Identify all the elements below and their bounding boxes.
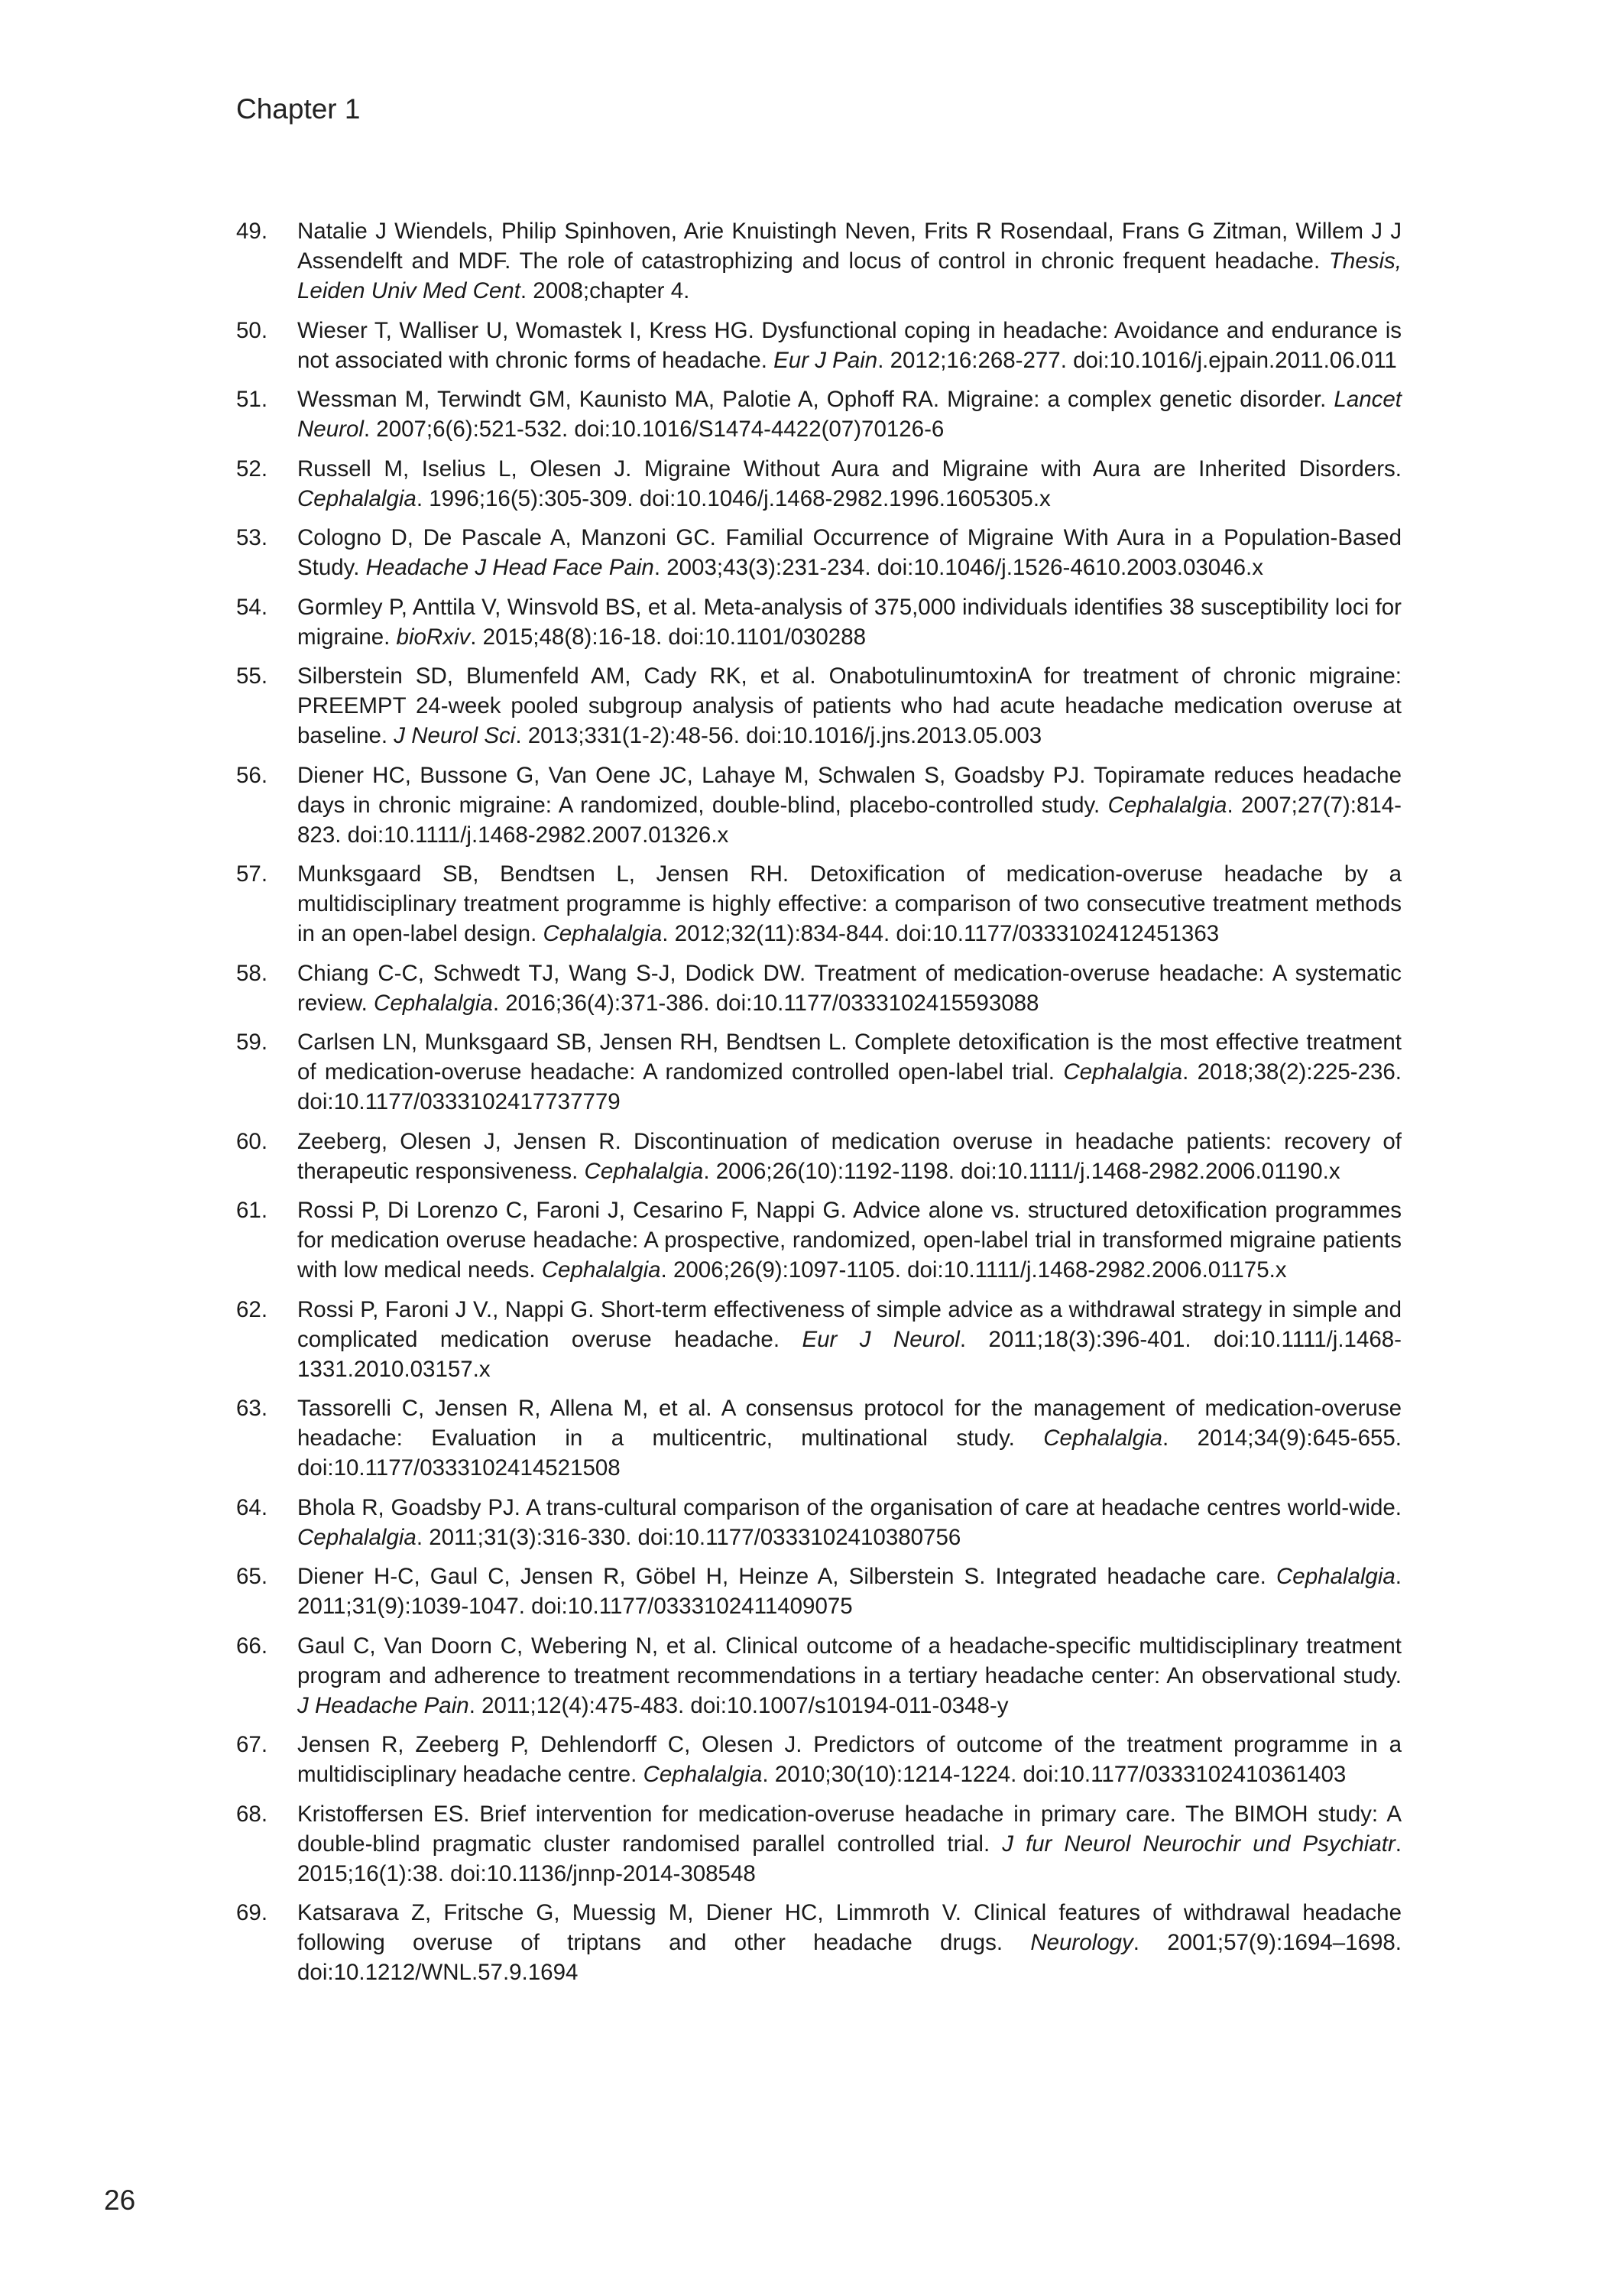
- reference-authors-title: Zeeberg, Olesen J, Jensen R. Discontinuation of medication overuse in headache patients: recovery of therapeutic responsiveness.: [297, 1128, 1402, 1184]
- reference-journal: Thesis, Leiden Univ Med Cent: [297, 248, 1402, 303]
- reference-citation-details: . 2011;18(3):396-401. doi:10.1111/j.1468-1331.2010.03157.x: [297, 1326, 1402, 1382]
- reference-journal: Cephalalgia: [643, 1762, 763, 1787]
- reference-authors-title: Carlsen LN, Munksgaard SB, Jensen RH, Bendtsen L. Complete detoxification is the most effective treatment of medication-overuse headache: A randomized controlled open-label trial.: [297, 1030, 1402, 1085]
- reference-item: [236, 1898, 1402, 1987]
- reference-number: 57.: [236, 861, 268, 887]
- reference-citation-details: . 2007;6(6):521-532. doi:10.1016/S1474-4422(07)70126-6: [363, 417, 945, 442]
- reference-journal: Cephalalgia: [1107, 792, 1227, 818]
- reference-citation-details: . 2011;31(3):316-330. doi:10.1177/0333102410380756: [416, 1524, 961, 1550]
- reference-item: [236, 859, 1402, 949]
- reference-number: 68.: [236, 1801, 268, 1827]
- reference-item: [236, 316, 1402, 375]
- reference-number: 49.: [236, 219, 268, 244]
- reference-journal: Eur J Pain: [773, 347, 878, 373]
- reference-text: [297, 216, 1402, 306]
- reference-text: [297, 454, 1402, 514]
- reference-item: [236, 592, 1402, 652]
- reference-citation-details: . 2006;26(9):1097-1105. doi:10.1111/j.1468-2982.2006.01175.x: [660, 1257, 1287, 1283]
- reference-text: [297, 316, 1402, 375]
- reference-citation-details: . 2011;12(4):475-483. doi:10.1007/s10194-011-0348-y: [468, 1692, 1009, 1718]
- reference-authors-title: Jensen R, Zeeberg P, Dehlendorff C, Olesen J. Predictors of outcome of the treatment programme in a multidisciplinary headache centre.: [297, 1732, 1402, 1787]
- reference-journal: Neurology: [1030, 1930, 1133, 1955]
- reference-text: [297, 761, 1402, 850]
- page-number: 26: [104, 2184, 136, 2216]
- reference-authors-title: Rossi P, Di Lorenzo C, Faroni J, Cesarino F, Nappi G. Advice alone vs. structured detoxification programmes for medication overuse headache: A prospective, randomized, open-label trial in transformed migraine patients with low medical needs.: [297, 1198, 1402, 1283]
- reference-text: [297, 1562, 1402, 1621]
- reference-citation-details: . 1996;16(5):305-309. doi:10.1046/j.1468-2982.1996.1605305.x: [416, 485, 1051, 511]
- reference-citation-details: . 2006;26(10):1192-1198. doi:10.1111/j.1468-2982.2006.01190.x: [703, 1158, 1340, 1184]
- reference-number: 56.: [236, 762, 268, 788]
- reference-number: 60.: [236, 1128, 268, 1154]
- reference-citation-details: . 2001;57(9):1694–1698. doi:10.1212/WNL.57.9.1694: [297, 1930, 1402, 1985]
- reference-citation-details: . 2011;31(9):1039-1047. doi:10.1177/0333102411409075: [297, 1564, 1402, 1619]
- reference-authors-title: Cologno D, De Pascale A, Manzoni GC. Familial Occurrence of Migraine With Aura in a Population-Based Study.: [297, 525, 1402, 580]
- reference-authors-title: Katsarava Z, Fritsche G, Muessig M, Diener HC, Limmroth V. Clinical features of withdrawal headache following overuse of triptans and other headache drugs.: [297, 1900, 1402, 1955]
- reference-citation-details: . 2012;32(11):834-844. doi:10.1177/0333102412451363: [662, 921, 1220, 946]
- reference-text: [297, 1195, 1402, 1285]
- reference-authors-title: Munksgaard SB, Bendtsen L, Jensen RH. Detoxification of medication-overuse headache by a multidisciplinary treatment programme is highly effective: a comparison of two consecutive treatment methods in an open-label design.: [297, 861, 1402, 946]
- reference-citation-details: . 2016;36(4):371-386. doi:10.1177/0333102415593088: [492, 990, 1039, 1016]
- reference-text: [297, 1730, 1402, 1789]
- reference-item: [236, 1493, 1402, 1552]
- reference-journal: Cephalalgia: [1276, 1564, 1395, 1589]
- reference-authors-title: Silberstein SD, Blumenfeld AM, Cady RK, et al. OnabotulinumtoxinA for treatment of chronic migraine: PREEMPT 24-week pooled subgroup analysis of patients who had acute headache medication overuse at baseline.: [297, 663, 1402, 748]
- reference-text: [297, 1295, 1402, 1384]
- reference-journal: Cephalalgia: [297, 485, 417, 511]
- reference-item: [236, 1631, 1402, 1721]
- reference-number: 53.: [236, 525, 268, 550]
- reference-authors-title: Rossi P, Faroni J V., Nappi G. Short-term effectiveness of simple advice as a withdrawal strategy in simple and complicated medication overuse headache.: [297, 1296, 1402, 1352]
- reference-text: [297, 1898, 1402, 1987]
- reference-authors-title: Kristoffersen ES. Brief intervention for medication-overuse headache in primary care. The BIMOH study: A double-blind pragmatic cluster randomised parallel controlled trial.: [297, 1801, 1402, 1857]
- reference-item: [236, 1127, 1402, 1186]
- reference-number: 52.: [236, 456, 268, 482]
- reference-number: 64.: [236, 1494, 268, 1520]
- reference-item: [236, 661, 1402, 751]
- reference-number: 50.: [236, 317, 268, 343]
- reference-authors-title: Diener HC, Bussone G, Van Oene JC, Lahaye M, Schwalen S, Goadsby PJ. Topiramate reduces headache days in chronic migraine: A randomized, double-blind, placebo-controlled study.: [297, 762, 1402, 818]
- reference-citation-details: . 2015;16(1):38. doi:10.1136/jnnp-2014-308548: [297, 1831, 1402, 1886]
- reference-number: 58.: [236, 960, 268, 986]
- reference-text: [297, 523, 1402, 582]
- reference-text: [297, 1393, 1402, 1483]
- reference-journal: J Neurol Sci: [394, 723, 516, 748]
- reference-citation-details: . 2014;34(9):645-655. doi:10.1177/0333102414521508: [297, 1425, 1402, 1481]
- reference-item: [236, 761, 1402, 850]
- reference-text: [297, 1027, 1402, 1117]
- reference-item: [236, 216, 1402, 306]
- reference-item: [236, 523, 1402, 582]
- reference-authors-title: Wessman M, Terwindt GM, Kaunisto MA, Palotie A, Ophoff RA. Migraine: a complex genetic disorder.: [297, 387, 1334, 412]
- reference-text: [297, 1127, 1402, 1186]
- reference-citation-details: . 2015;48(8):16-18. doi:10.1101/030288: [470, 624, 867, 650]
- reference-authors-title: Diener H-C, Gaul C, Jensen R, Göbel H, Heinze A, Silberstein S. Integrated headache care.: [297, 1564, 1276, 1589]
- reference-text: [297, 384, 1402, 444]
- reference-number: 67.: [236, 1732, 268, 1757]
- reference-journal: Cephalalgia: [374, 990, 493, 1016]
- reference-number: 69.: [236, 1900, 268, 1925]
- reference-citation-details: . 2013;331(1-2):48-56. doi:10.1016/j.jns.2013.05.003: [515, 723, 1042, 748]
- reference-authors-title: Gormley P, Anttila V, Winsvold BS, et al. Meta-analysis of 375,000 individuals identifies 38 susceptibility loci for migraine.: [297, 594, 1402, 650]
- reference-journal: bioRxiv: [396, 624, 471, 650]
- reference-journal: Cephalalgia: [1043, 1425, 1163, 1451]
- reference-number: 59.: [236, 1030, 268, 1055]
- reference-item: [236, 1027, 1402, 1117]
- reference-text: [297, 1799, 1402, 1889]
- reference-number: 55.: [236, 663, 268, 689]
- reference-citation-details: . 2010;30(10):1214-1224. doi:10.1177/0333102410361403: [762, 1762, 1347, 1787]
- reference-number: 54.: [236, 594, 268, 620]
- reference-number: 51.: [236, 387, 268, 412]
- reference-item: [236, 1562, 1402, 1621]
- reference-text: [297, 1631, 1402, 1721]
- reference-authors-title: Tassorelli C, Jensen R, Allena M, et al. A consensus protocol for the management of medication-overuse headache: Evaluation in a multicentric, multinational study.: [297, 1396, 1402, 1451]
- reference-number: 65.: [236, 1564, 268, 1589]
- reference-citation-details: . 2008;chapter 4.: [520, 278, 690, 303]
- reference-list: [236, 216, 1402, 1997]
- reference-journal: Cephalalgia: [297, 1524, 417, 1550]
- reference-item: [236, 384, 1402, 444]
- reference-authors-title: Gaul C, Van Doorn C, Webering N, et al. Clinical outcome of a headache-specific multidisciplinary treatment program and adherence to treatment recommendations in a tertiary headache center: An observational study.: [297, 1633, 1402, 1688]
- reference-citation-details: . 2003;43(3):231-234. doi:10.1046/j.1526-4610.2003.03046.x: [653, 555, 1263, 580]
- reference-text: [297, 661, 1402, 751]
- reference-item: [236, 958, 1402, 1018]
- reference-journal: J Headache Pain: [297, 1692, 469, 1718]
- reference-authors-title: Natalie J Wiendels, Philip Spinhoven, Arie Knuistingh Neven, Frits R Rosendaal, Frans G Zitman, Willem J J Assendelft and MDF. The role of catastrophizing and locus of control in chronic frequent headache.: [297, 219, 1402, 274]
- reference-text: [297, 859, 1402, 949]
- reference-item: [236, 454, 1402, 514]
- reference-citation-details: . 2007;27(7):814-823. doi:10.1111/j.1468-2982.2007.01326.x: [297, 792, 1402, 848]
- reference-authors-title: Russell M, Iselius L, Olesen J. Migraine Without Aura and Migraine with Aura are Inherited Disorders.: [297, 456, 1402, 482]
- reference-journal: Cephalalgia: [584, 1158, 704, 1184]
- reference-journal: Cephalalgia: [1063, 1059, 1183, 1085]
- reference-number: 62.: [236, 1296, 268, 1322]
- reference-text: [297, 1493, 1402, 1552]
- reference-authors-title: Wieser T, Walliser U, Womastek I, Kress HG. Dysfunctional coping in headache: Avoidance and endurance is not associated with chronic forms of headache.: [297, 317, 1402, 373]
- reference-number: 63.: [236, 1396, 268, 1421]
- reference-item: [236, 1195, 1402, 1285]
- reference-text: [297, 958, 1402, 1018]
- reference-journal: Cephalalgia: [541, 1257, 661, 1283]
- reference-authors-title: Bhola R, Goadsby PJ. A trans-cultural comparison of the organisation of care at headache centres world-wide.: [297, 1494, 1402, 1520]
- reference-item: [236, 1799, 1402, 1889]
- reference-journal: Headache J Head Face Pain: [365, 555, 654, 580]
- reference-journal: Lancet Neurol: [297, 387, 1402, 442]
- reference-journal: Eur J Neurol: [802, 1326, 960, 1352]
- reference-citation-details: . 2018;38(2):225-236. doi:10.1177/0333102417737779: [297, 1059, 1402, 1114]
- reference-item: [236, 1295, 1402, 1384]
- reference-item: [236, 1393, 1402, 1483]
- reference-item: [236, 1730, 1402, 1789]
- reference-journal: J fur Neurol Neurochir und Psychiatr: [1002, 1831, 1395, 1857]
- reference-number: 66.: [236, 1633, 268, 1659]
- reference-authors-title: Chiang C-C, Schwedt TJ, Wang S-J, Dodick DW. Treatment of medication-overuse headache: A systematic review.: [297, 960, 1402, 1016]
- reference-citation-details: . 2012;16:268-277. doi:10.1016/j.ejpain.2011.06.011: [877, 347, 1397, 373]
- reference-number: 61.: [236, 1198, 268, 1223]
- running-head: Chapter 1: [236, 93, 361, 125]
- reference-journal: Cephalalgia: [543, 921, 663, 946]
- reference-text: [297, 592, 1402, 652]
